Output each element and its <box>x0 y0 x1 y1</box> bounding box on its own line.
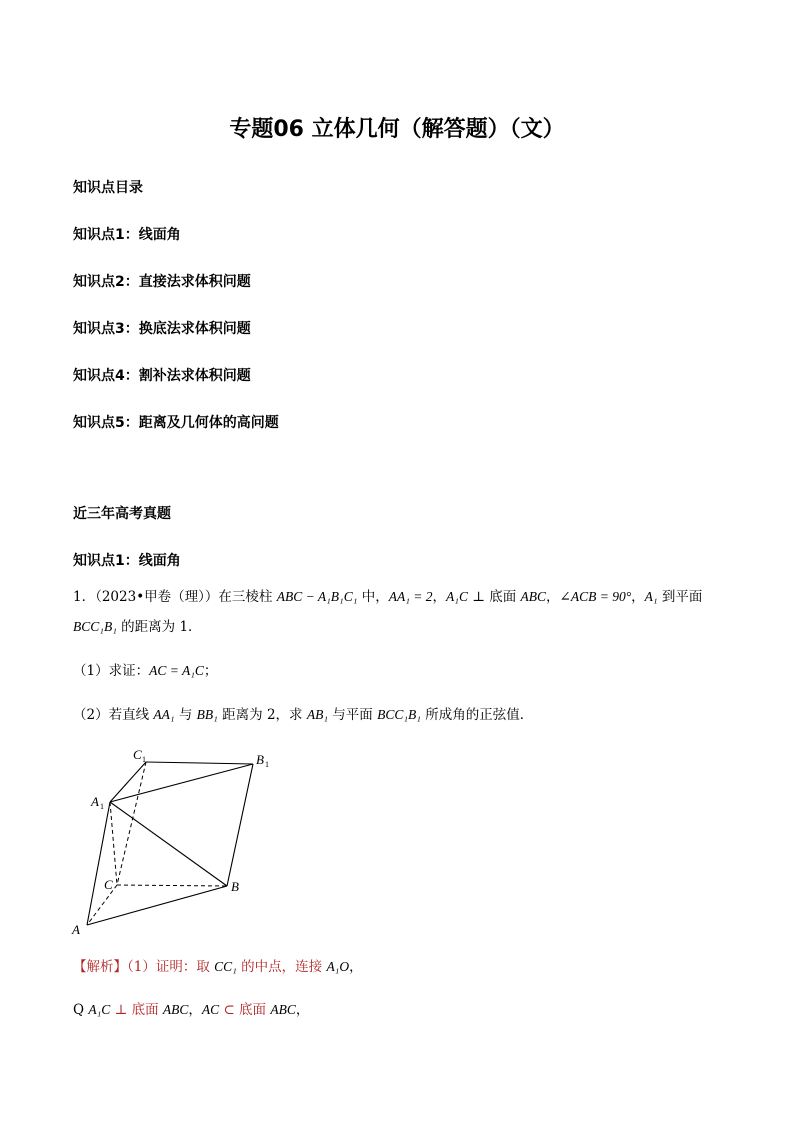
label-c: C <box>104 877 113 892</box>
problem-prefix: 1．（2023•甲卷（理））在三棱柱 <box>73 589 277 605</box>
text-segment: 所成角的正弦值． <box>421 707 534 723</box>
plane-expr: BCC₁B₁ <box>73 619 117 634</box>
edge-c1-a1 <box>110 762 146 802</box>
edge-b1-b <box>227 764 253 886</box>
text-segment: ， <box>295 1002 310 1018</box>
text-segment: 与平面 <box>328 707 378 723</box>
a1-expr: A₁ <box>644 589 658 604</box>
edge-a1-b <box>110 802 227 886</box>
text-segment: 与 <box>174 707 197 723</box>
text-segment: ⊥ 底面 <box>110 1002 163 1018</box>
hidden-edge-c1-c <box>117 762 146 885</box>
section-heading: 近三年高考真题 <box>73 506 171 522</box>
cc1-expr: CC₁ <box>214 959 237 974</box>
page-title: 专题06 立体几何（解答题）（文） <box>229 117 565 142</box>
solution-tag: 【解析】 <box>73 959 127 975</box>
text-segment: 的距离为 1． <box>116 619 202 635</box>
text-segment: ⊂ 底面 <box>219 1002 271 1018</box>
hidden-edge-a1-c <box>110 802 117 885</box>
a1c-expr-2: A₁C <box>88 1002 111 1017</box>
text-segment: ， <box>188 1002 202 1018</box>
angle-expr: ∠ACB = 90° <box>559 589 632 604</box>
text-segment: 距离为 2，求 <box>217 707 307 723</box>
plane-expr-2: BCC₁B₁ <box>377 707 421 722</box>
text-segment: ⊥ 底面 <box>467 589 521 605</box>
toc-item-4: 知识点4：割补法求体积问题 <box>73 368 251 384</box>
part-1 <box>73 661 217 681</box>
toc-item-2: 知识点2：直接法求体积问题 <box>73 274 251 290</box>
ac-expr: AC <box>201 1002 220 1017</box>
abc-expr-2: ABC <box>162 1002 189 1017</box>
abc-expr-3: ABC <box>270 1002 296 1017</box>
text-segment: （1）证明：取 <box>127 959 215 975</box>
problem-line-1 <box>73 587 702 607</box>
toc-item-1: 知识点1：线面角 <box>73 227 181 243</box>
part1-expr: AC = A₁C <box>149 663 204 678</box>
text-segment: 到平面 <box>657 589 703 605</box>
toc-item-3: 知识点3：换底法求体积问题 <box>73 321 251 337</box>
aa1-expr-2: AA₁ <box>153 707 175 722</box>
label-b1-sub: 1 <box>265 760 269 769</box>
text-segment: （2）若直线 <box>73 707 154 723</box>
part-2 <box>73 705 533 725</box>
problem-line-2 <box>73 617 202 637</box>
text-segment: 的中点，连接 <box>236 959 327 975</box>
label-a: A <box>72 922 80 937</box>
label-b: B <box>231 879 239 894</box>
prism-figure <box>65 740 285 940</box>
solution-line-1 <box>73 957 363 977</box>
toc-heading: 知识点目录 <box>73 180 143 196</box>
label-c1-sub: 1 <box>142 755 146 764</box>
text-segment: ， <box>631 589 645 605</box>
edge-a1-a <box>87 802 110 925</box>
label-a1: A <box>91 794 99 809</box>
label-c1: C <box>133 747 142 762</box>
a1c-expr: A₁C <box>446 589 468 604</box>
bb1-expr: BB₁ <box>196 707 218 722</box>
text-segment: 中， <box>357 589 389 605</box>
prism-expr: ABC − A₁B₁C₁ <box>276 589 358 604</box>
text-segment: ， <box>432 589 446 605</box>
edge-a1-b1 <box>110 764 253 802</box>
text-segment: （1）求证： <box>73 663 150 679</box>
edge-c1-b1 <box>146 762 253 764</box>
text-segment: ， <box>546 589 560 605</box>
solution-line-2 <box>73 1000 309 1020</box>
label-b1: B <box>256 752 264 767</box>
a1o-expr: A₁O <box>326 959 350 974</box>
text-segment: ， <box>349 959 363 975</box>
text-segment: ； <box>203 663 218 679</box>
abc-expr: ABC <box>520 589 547 604</box>
label-a1-sub: 1 <box>100 802 104 811</box>
text-segment: Q <box>73 1002 89 1018</box>
section-topic: 知识点1：线面角 <box>73 553 181 569</box>
aa1-expr: AA₁ = 2 <box>388 589 433 604</box>
ab1-expr: AB₁ <box>306 707 329 722</box>
toc-item-5: 知识点5：距离及几何体的高问题 <box>73 415 279 431</box>
hidden-edge-c-b <box>117 885 227 886</box>
